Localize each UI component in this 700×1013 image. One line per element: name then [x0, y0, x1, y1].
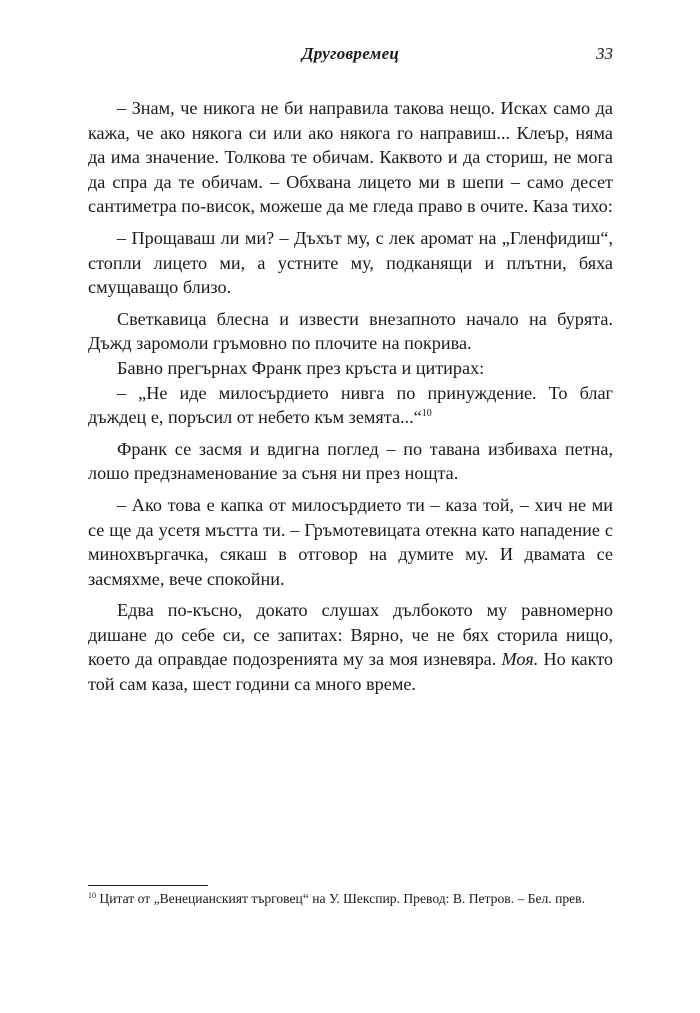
footnote	[88, 889, 613, 909]
paragraph	[88, 356, 613, 381]
paragraph-text: – Знам, че никога не би направила такова нещо. Исках само да кажа, че ако някога си или ако някога го направиш... Клеър, няма да има значение. Толкова те обичам. Каквото и да сториш, не мога да спра да те обичам. – Обхвана лицето ми в шепи – само десет сантиметра по-висок, можеше да ме гледа право в очите. Каза тихо:	[88, 98, 613, 217]
paragraph-text: Бавно прегърнах Франк през кръста и цитирах:	[117, 357, 485, 378]
paragraph-text: Едва по-късно, докато слушах дълбокото му равномерно дишане до себе си, се запитах: Вярно, че не бях сторила нищо, което да оправдае подозренията му за моя изневяра.	[88, 600, 613, 670]
paragraph	[88, 437, 613, 486]
body-text	[88, 96, 613, 704]
emphasis-text: Моя.	[501, 649, 539, 670]
paragraph-text: – „Не иде милосърдието нивга по принуждение. То благ дъждец е, поръсил от небето към земята...“	[88, 382, 613, 428]
paragraph	[88, 307, 613, 356]
footnote-text: Цитат от „Венецианският търговец“ на У. Шекспир. Превод: В. Петров. – Бел. прев.	[99, 891, 586, 906]
paragraph-text: – Ако това е капка от милосърдието ти – каза той, – хич не ми се ще да усетя мъстта ти. – Гръмотевицата отекна като нападение с минохвъргачка, сякаш в отговор на думите му. И двамата се засмяхме, вече спокойни.	[88, 494, 613, 589]
footnote-number: 10	[88, 891, 96, 900]
footnote-reference: 10	[421, 408, 432, 420]
paragraph	[88, 226, 613, 300]
paragraph	[88, 381, 613, 430]
paragraph-text: Но както той сам каза, шест години са много време.	[88, 649, 613, 695]
page-number: 33	[596, 44, 613, 63]
paragraph	[88, 598, 613, 696]
paragraph-text: Франк се засмя и вдигна поглед – по тавана избиваха петна, лошо предзнаменование за съня ни през нощта.	[88, 438, 613, 484]
paragraph	[88, 493, 613, 591]
paragraph-text: Светкавица блесна и извести внезапното начало на бурята. Дъжд заромоли гръмовно по плочите на покрива.	[88, 308, 613, 354]
paragraph	[88, 96, 613, 219]
running-title: Друговремец	[301, 44, 400, 63]
running-head	[88, 44, 613, 68]
paragraph-text: – Прощаваш ли ми? – Дъхът му, с лек аромат на „Гленфидиш“, стопли лицето ми, а устните му, подканящи и плътни, бяха смущаващо близо.	[88, 227, 613, 298]
footnote-rule	[88, 885, 208, 886]
